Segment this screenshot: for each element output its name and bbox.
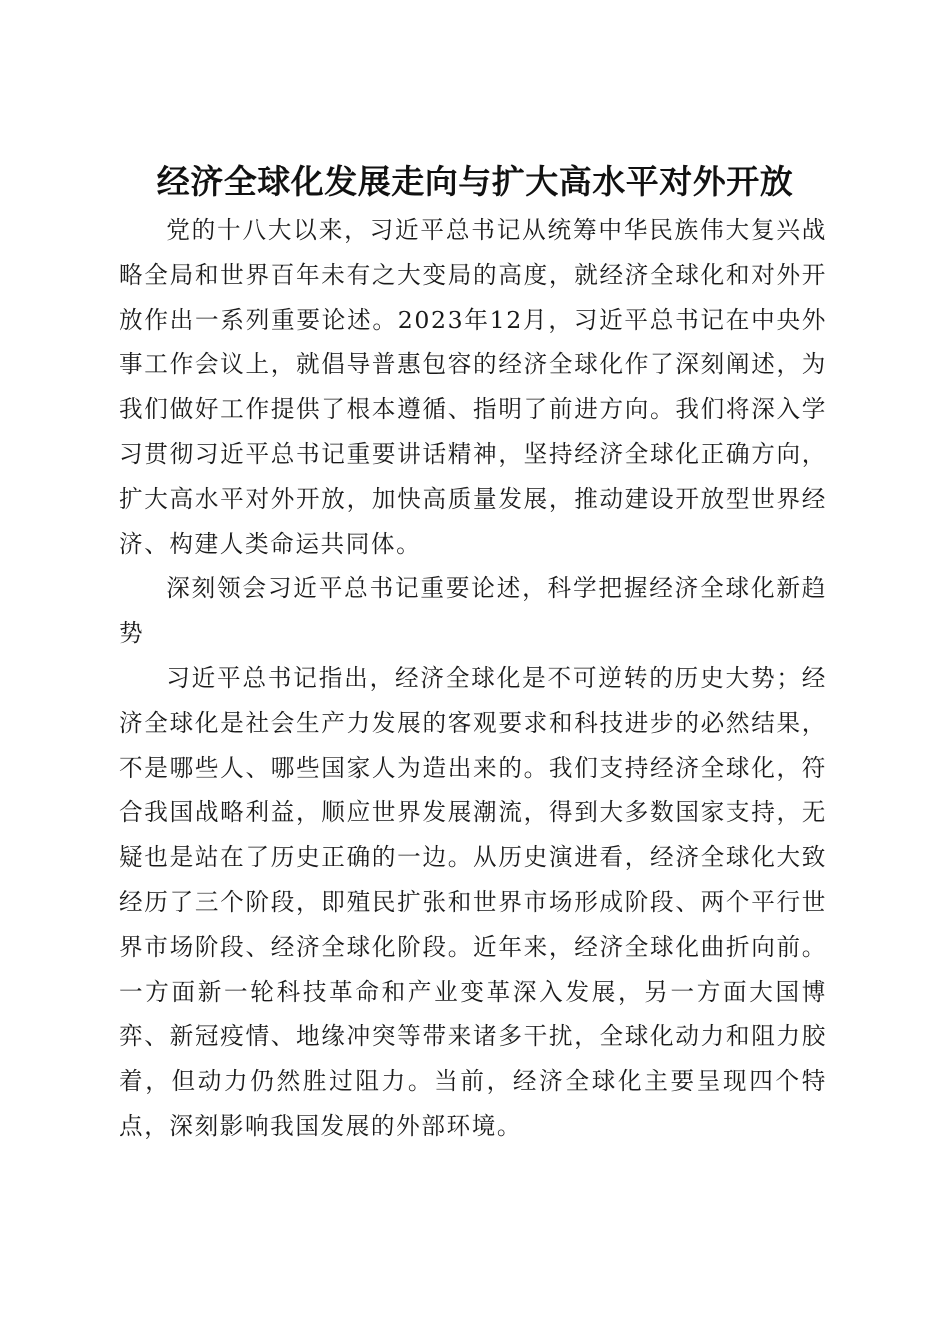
document-title: 经济全球化发展走向与扩大高水平对外开放 xyxy=(156,162,794,202)
document-body xyxy=(119,208,827,1149)
section-heading: 深刻领会习近平总书记重要论述，科学把握经济全球化新趋势 xyxy=(119,574,827,648)
paragraph-intro: 党的十八大以来，习近平总书记从统筹中华民族伟大复兴战略全局和世界百年未有之大变局的高度，就经济全球化和对外开放作出一系列重要论述。2023年12月，习近平总书记在中央外事工作会议上，就倡导普惠包容的经济全球化作了深刻阐述，为我们做好工作提供了根本遵循、指明了前进方向。我们将深入学习贯彻习近平总书记重要讲话精神，坚持经济全球化正确方向，扩大高水平对外开放，加快高质量发展，推动建设开放型世界经济、构建人类命运共同体。 xyxy=(119,216,827,558)
paragraph-globalization-trend: 习近平总书记指出，经济全球化是不可逆转的历史大势；经济全球化是社会生产力发展的客观要求和科技进步的必然结果，不是哪些人、哪些国家人为造出来的。我们支持经济全球化，符合我国战略利益，顺应世界发展潮流，得到大多数国家支持，无疑也是站在了历史正确的一边。从历史演进看，经济全球化大致经历了三个阶段，即殖民扩张和世界市场形成阶段、两个平行世界市场阶段、经济全球化阶段。近年来，经济全球化曲折向前。一方面新一轮科技革命和产业变革深入发展，另一方面大国博弈、新冠疫情、地缘冲突等带来诸多干扰，全球化动力和阻力胶着，但动力仍然胜过阻力。当前，经济全球化主要呈现四个特点，深刻影响我国发展的外部环境。 xyxy=(119,663,827,1140)
